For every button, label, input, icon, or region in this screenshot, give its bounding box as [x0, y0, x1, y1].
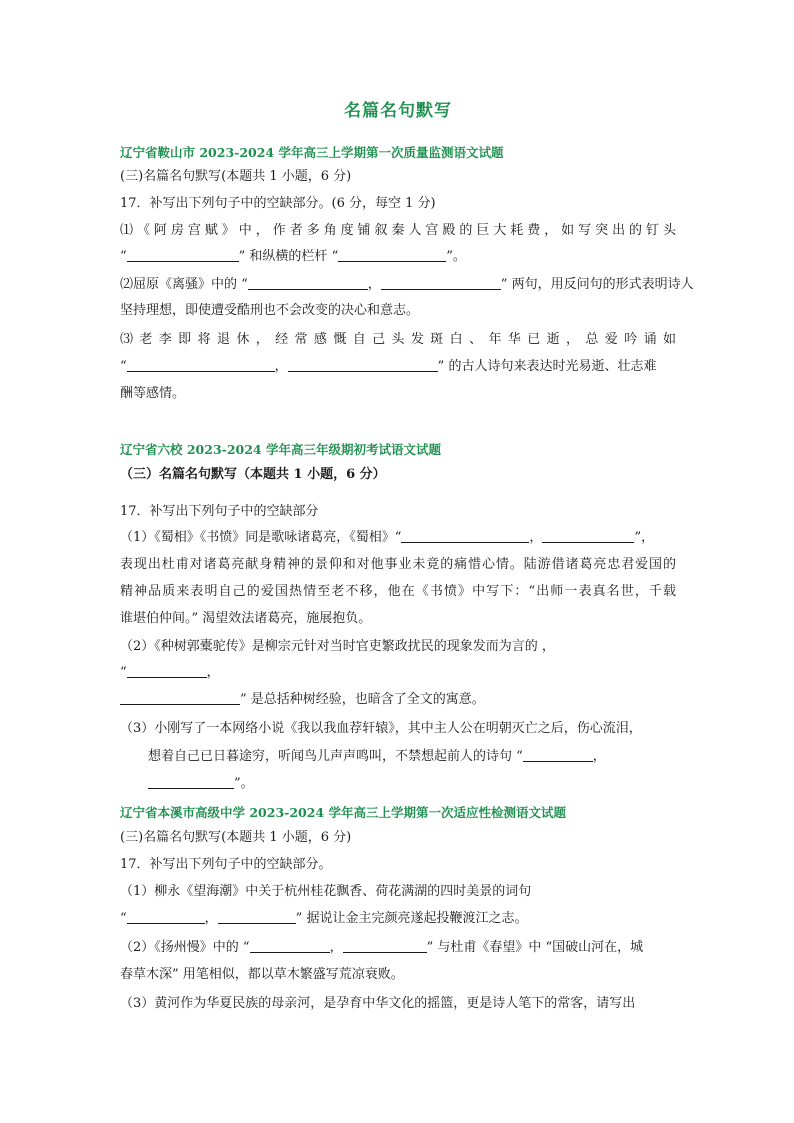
answer-blank[interactable]	[343, 939, 427, 953]
item-line: “ ” 和纵横的栏杆 “ ”。	[120, 249, 466, 264]
item-line: 坚持理想，即使遭受酷刑也不会改变的决心和意志。	[120, 303, 420, 318]
answer-blank[interactable]	[288, 358, 438, 372]
item-line: 谁堪伯仲间。” 渴望效法诸葛亮，施展抱负。	[120, 611, 372, 626]
item-line: ⑴《阿房宫赋》中，作者多角度铺叙秦人宫殿的巨大耗费，如写突出的钉头	[120, 223, 676, 238]
section-heading-anshan: 辽宁省鞍山市 2023-2024 学年高三上学期第一次质量监测语文试题	[120, 145, 504, 160]
section-subheading: (三)名篇名句默写(本题共 1 小题，6 分)	[120, 830, 352, 845]
item-line: ⑵屈原《离骚》中的 “ ， ” 两句，用反问句的形式表明诗人	[120, 277, 694, 292]
item-line: 想着自己已日暮途穷，听闻鸟儿声声鸣叫，不禁想起前人的诗句 “ ，	[148, 749, 606, 764]
item-line: （3）黄河作为华夏民族的母亲河，是孕育中华文化的摇篮，更是诗人笔下的常客，请写出	[120, 996, 636, 1011]
item-line: ”。	[148, 775, 254, 793]
item-line: （1）柳永《望海潮》中关于杭州桂花飘香、荷花满湖的四时美景的词句	[120, 884, 532, 899]
item-line: “ ， ” 据说让金主完颜亮遂起投鞭渡江之志。	[120, 911, 528, 926]
item-line: 表现出杜甫对诸葛亮献身精神的景仰和对他事业未竟的痛惜心情。陆游借诸葛亮忠君爱国的	[120, 557, 676, 572]
answer-blank[interactable]	[401, 529, 529, 543]
item-line: ⑶ 老 李 即 将 退 休 ， 经 常 感 慨 自 己 头 发 斑 白 、 年 华 已 逝 ， 总 爱 吟 诵 如	[120, 332, 676, 347]
answer-blank[interactable]	[127, 358, 275, 372]
item-line: （2）《扬州慢》中的 “ ， ” 与杜甫《春望》中 “国破山河在，城	[120, 940, 644, 955]
item-line: （1）《蜀相》《书愤》同是歌咏诸葛亮，《蜀相》“ ， ”，	[120, 530, 655, 545]
question-stem: 17．补写出下列句子中的空缺部分。(6 分，每空 1 分)	[120, 196, 436, 211]
item-line: 春草木深” 用笔相似，都以草木繁盛写荒凉衰败。	[120, 967, 404, 982]
answer-blank[interactable]	[248, 276, 368, 290]
page-title: 名篇名句默写	[344, 101, 452, 121]
answer-blank[interactable]	[127, 910, 205, 924]
question-stem: 17．补写出下列句子中的空缺部分	[120, 504, 319, 519]
section-subheading: （三）名篇名句默写（本题共 1 小题，6 分）	[120, 467, 386, 482]
answer-blank[interactable]	[523, 748, 593, 762]
section-subheading: (三)名篇名句默写(本题共 1 小题，6 分)	[120, 169, 352, 184]
item-line: 精神品质来表明自己的爱国热情至老不移，他在《书愤》中写下：“出师一表真名世，千载	[120, 584, 676, 599]
answer-blank[interactable]	[250, 939, 330, 953]
item-line: “ ， ” 的古人诗句来表达时光易逝、壮志难	[120, 359, 657, 374]
answer-blank[interactable]	[218, 910, 296, 924]
answer-blank[interactable]	[127, 664, 207, 678]
answer-blank[interactable]	[127, 248, 239, 262]
item-line: 酬等感情。	[120, 386, 186, 401]
item-line: ” 是总括种树经验，也暗含了全文的寓意。	[120, 691, 485, 709]
item-line: （2）《种树郭橐驼传》是柳宗元针对当时官吏繁政扰民的现象发而为言的 ，	[120, 639, 555, 654]
answer-blank[interactable]	[120, 691, 240, 705]
section-heading-benxi: 辽宁省本溪市高级中学 2023-2024 学年高三上学期第一次适应性检测语文试题	[120, 805, 566, 820]
item-line: （3）小刚写了一本网络小说《我以我血荐轩辕》，其中主人公在明朝灭亡之后，伤心流泪，	[120, 721, 642, 736]
answer-blank[interactable]	[338, 248, 446, 262]
answer-blank[interactable]	[148, 775, 234, 789]
answer-blank[interactable]	[542, 529, 634, 543]
section-heading-liuxiao: 辽宁省六校 2023-2024 学年高三年级期初考试语文试题	[120, 442, 441, 457]
answer-blank[interactable]	[381, 276, 501, 290]
item-line: “ ，	[120, 665, 220, 680]
question-stem: 17．补写出下列句子中的空缺部分。	[120, 857, 332, 872]
